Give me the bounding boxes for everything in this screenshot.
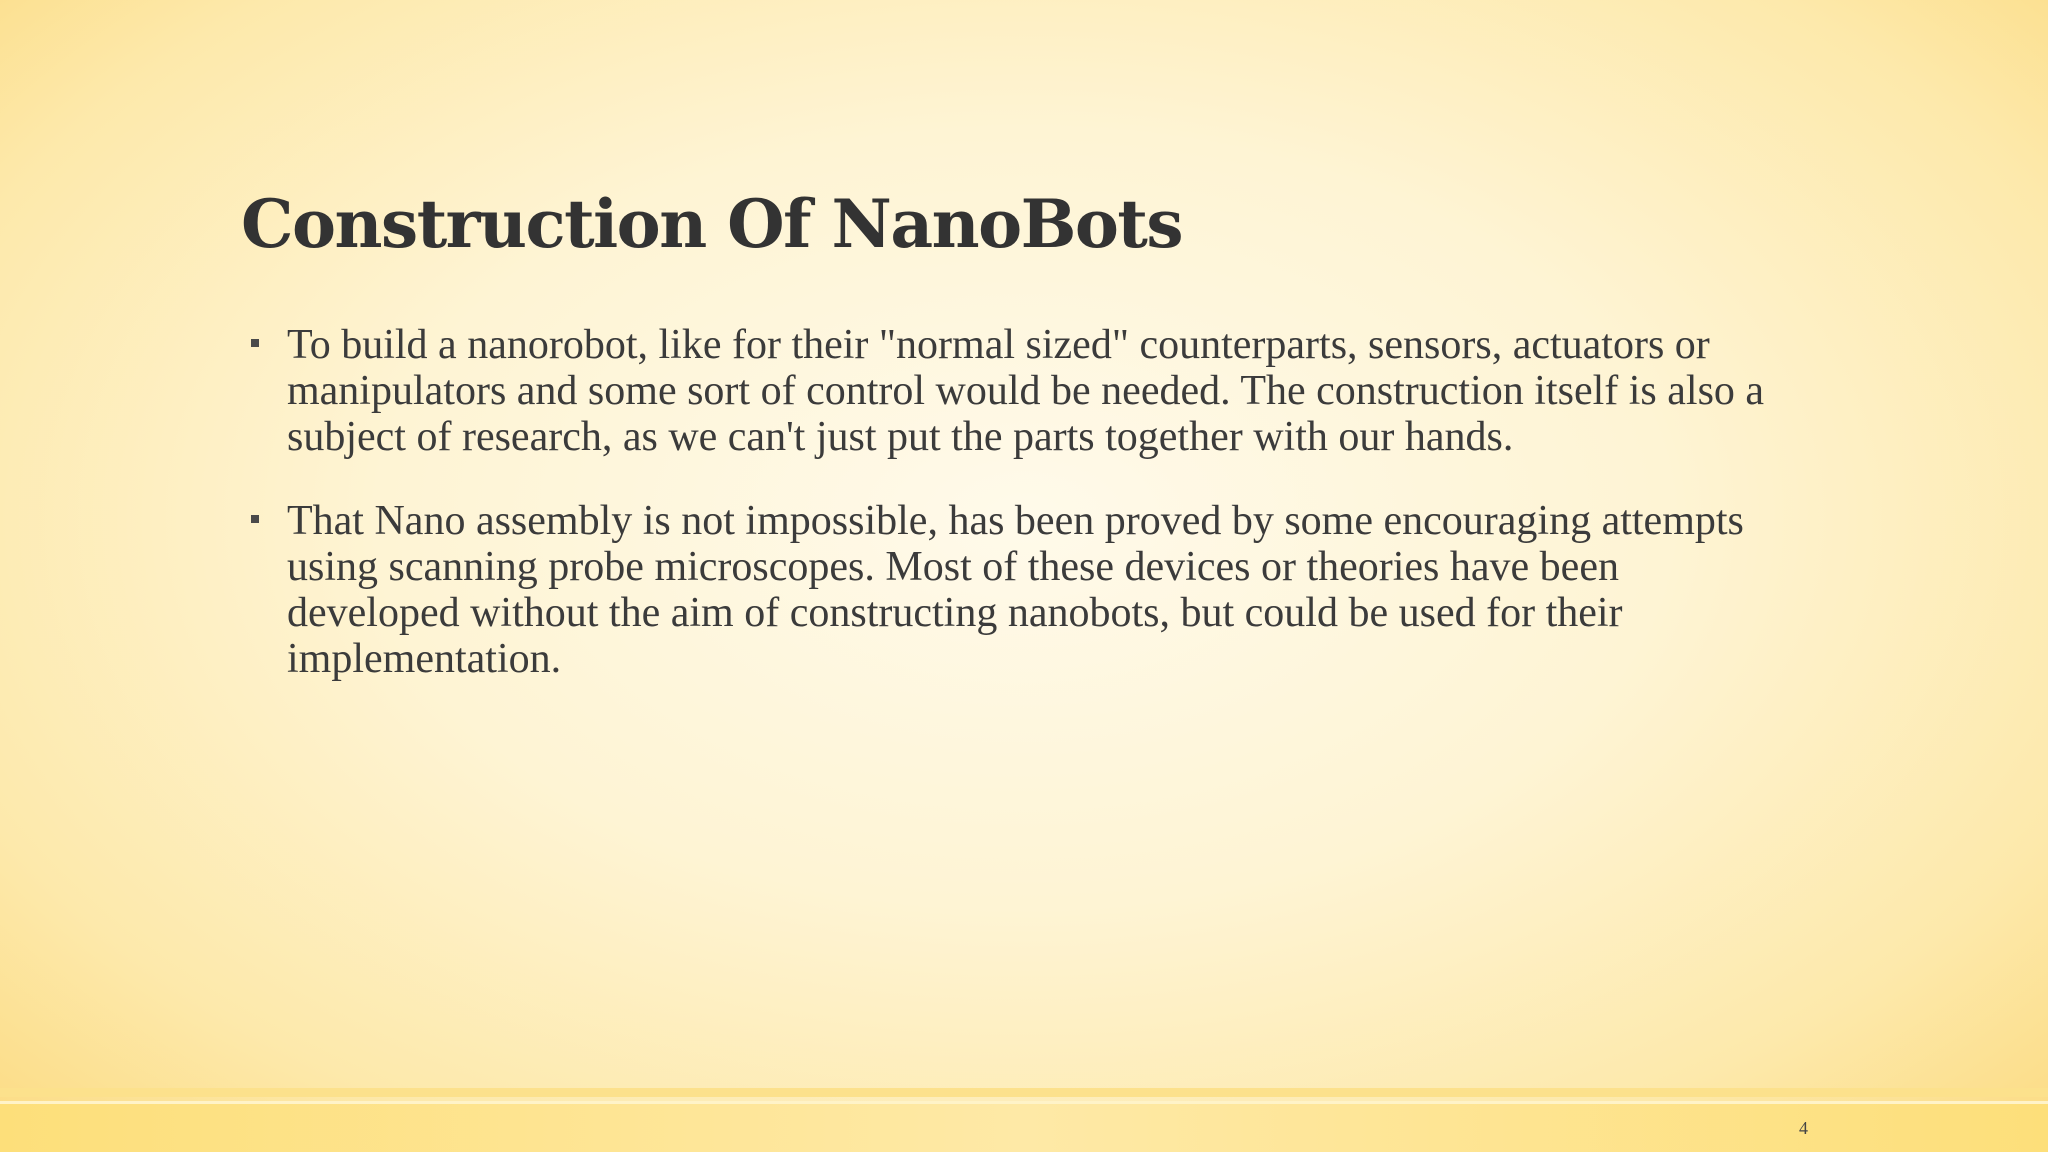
bullet-item xyxy=(245,498,1775,682)
square-bullet-icon xyxy=(251,339,259,347)
bullet-text: To build a nanorobot, like for their "normal sized" counterparts, sensors, actuators or manipulators and some sort of control would be needed. The construction itself is also a subject of research, as we can't just put the parts together with our hands. xyxy=(287,322,1765,460)
square-bullet-icon xyxy=(251,515,259,523)
footer-stripe xyxy=(0,1088,2048,1097)
page-number: 4 xyxy=(1799,1118,1808,1138)
bullet-text: That Nano assembly is not impossible, has been proved by some encouraging attempts using scanning probe microscopes. Most of these devices or theories have been developed without the aim of constructing nanobots, but could be used for their implementation. xyxy=(287,498,1744,682)
bullet-list xyxy=(245,322,1775,720)
slide-title: Construction Of NanoBots xyxy=(241,185,1183,263)
bullet-item xyxy=(245,322,1775,460)
footer-band xyxy=(0,1104,2048,1152)
